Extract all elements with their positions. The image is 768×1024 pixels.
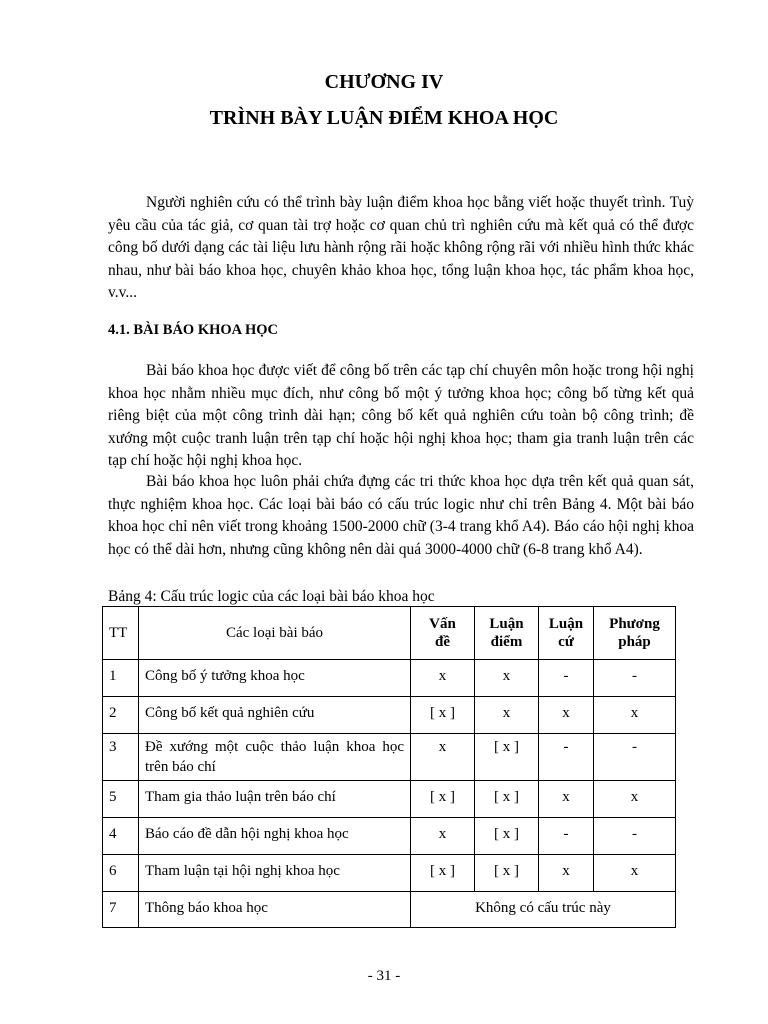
table-row [103, 818, 676, 855]
table-row [103, 855, 676, 892]
row-tt: 5 [103, 781, 139, 818]
row-method: x [594, 781, 676, 818]
header-problem-line2: đề [435, 634, 450, 650]
row-tt: 2 [103, 697, 139, 734]
header-evidence-line2: cứ [558, 634, 574, 650]
row-thesis: [ x ] [475, 781, 539, 818]
row-thesis: x [475, 660, 539, 697]
row-problem: x [411, 660, 475, 697]
section-heading: 4.1. BÀI BÁO KHOA HỌC [108, 322, 278, 338]
row-evidence: - [539, 660, 594, 697]
header-evidence [539, 607, 594, 660]
header-method-line2: pháp [618, 634, 651, 650]
header-thesis-line2: điểm [490, 634, 523, 650]
body-paragraph-2: Bài báo khoa học luôn phải chứa đựng các tri thức khoa học dựa trên kết quả quan sát, thực nghiệm khoa học. Các loại bài báo có cấu trúc logic như chỉ trên Bảng 4. Một bài báo khoa học chỉ nên viết trong khoảng 1500-2000 chữ (3-4 trang khổ A4). Báo cáo hội nghị khoa học có thể dài hơn, nhưng cũng không nên dài quá 3000-4000 chữ (6-8 trang khổ A4). [108, 473, 694, 558]
row-type: Báo cáo đề dẫn hội nghị khoa học [139, 818, 411, 855]
row-problem: x [411, 818, 475, 855]
row-tt: 3 [103, 734, 139, 781]
row-tt: 6 [103, 855, 139, 892]
table-row [103, 697, 676, 734]
row-method: x [594, 697, 676, 734]
header-evidence-line1: Luận [548, 616, 584, 632]
table-header-row [103, 607, 676, 660]
page-number: - 31 - [367, 968, 401, 984]
row-thesis: [ x ] [475, 818, 539, 855]
header-method [594, 607, 676, 660]
row-thesis: x [475, 697, 539, 734]
row-evidence: - [539, 818, 594, 855]
table-row [103, 892, 676, 928]
row-method: - [594, 734, 676, 781]
row-method: - [594, 818, 676, 855]
header-thesis-line1: Luận [489, 616, 524, 632]
row-type: Tham luận tại hội nghị khoa học [139, 855, 411, 892]
row-method: x [594, 855, 676, 892]
row-evidence: x [539, 781, 594, 818]
row-evidence: - [539, 734, 594, 781]
header-type: Các loại bài báo [139, 607, 411, 660]
chapter-title: TRÌNH BÀY LUẬN ĐIỂM KHOA HỌC [209, 107, 559, 129]
row-no-structure: Không có cấu trúc này [411, 892, 676, 928]
row-type: Thông báo khoa học [139, 892, 411, 928]
row-problem: [ x ] [411, 781, 475, 818]
row-problem: x [411, 734, 475, 781]
row-type: Đề xướng một cuộc thảo luận khoa học trên báo chí [139, 734, 411, 781]
table-row [103, 781, 676, 818]
row-type: Tham gia thảo luận trên báo chí [139, 781, 411, 818]
intro-paragraph: Người nghiên cứu có thể trình bày luận điểm khoa học bằng viết hoặc thuyết trình. Tuỳ yêu cầu của tác giả, cơ quan tài trợ hoặc cơ quan chủ trì nghiên cứu mà kết quả có thể được công bố dưới dạng các tài liệu lưu hành rộng rãi hoặc không rộng rãi với nhiều hình thức khác nhau, như bài báo khoa học, chuyên khảo khoa học, tổng luận khoa học, tác phẩm khoa học, v.v... [108, 194, 694, 301]
table-row [103, 660, 676, 697]
row-problem: [ x ] [411, 697, 475, 734]
chapter-label: CHƯƠNG IV [324, 71, 444, 93]
row-tt: 1 [103, 660, 139, 697]
header-tt: TT [103, 607, 139, 660]
row-evidence: x [539, 855, 594, 892]
article-structure-table [102, 606, 676, 928]
row-type: Công bố ý tưởng khoa học [139, 660, 411, 697]
row-problem: [ x ] [411, 855, 475, 892]
row-thesis: [ x ] [475, 855, 539, 892]
table-caption: Bảng 4: Cấu trúc logic của các loại bài báo khoa học [108, 588, 435, 605]
row-evidence: x [539, 697, 594, 734]
body-paragraph-1: Bài báo khoa học được viết để công bố trên các tạp chí chuyên môn hoặc trong hội nghị khoa học nhằm nhiều mục đích, như công bố một ý tưởng khoa học; công bố từng kết quả riêng biệt của một công trình dài hạn; công bố kết quả nghiên cứu toàn bộ công trình; đề xướng một cuộc tranh luận trên tạp chí hoặc hội nghị khoa học; tham gia tranh luận trên các tạp chí hoặc hội nghị khoa học. [108, 362, 694, 469]
header-thesis [475, 607, 539, 660]
row-method: - [594, 660, 676, 697]
row-thesis: [ x ] [475, 734, 539, 781]
header-problem-line1: Vấn [429, 616, 456, 632]
header-method-line1: Phương [609, 616, 660, 632]
table-row [103, 734, 676, 781]
row-type: Công bố kết quả nghiên cứu [139, 697, 411, 734]
header-problem [411, 607, 475, 660]
row-tt: 7 [103, 892, 139, 928]
row-tt: 4 [103, 818, 139, 855]
